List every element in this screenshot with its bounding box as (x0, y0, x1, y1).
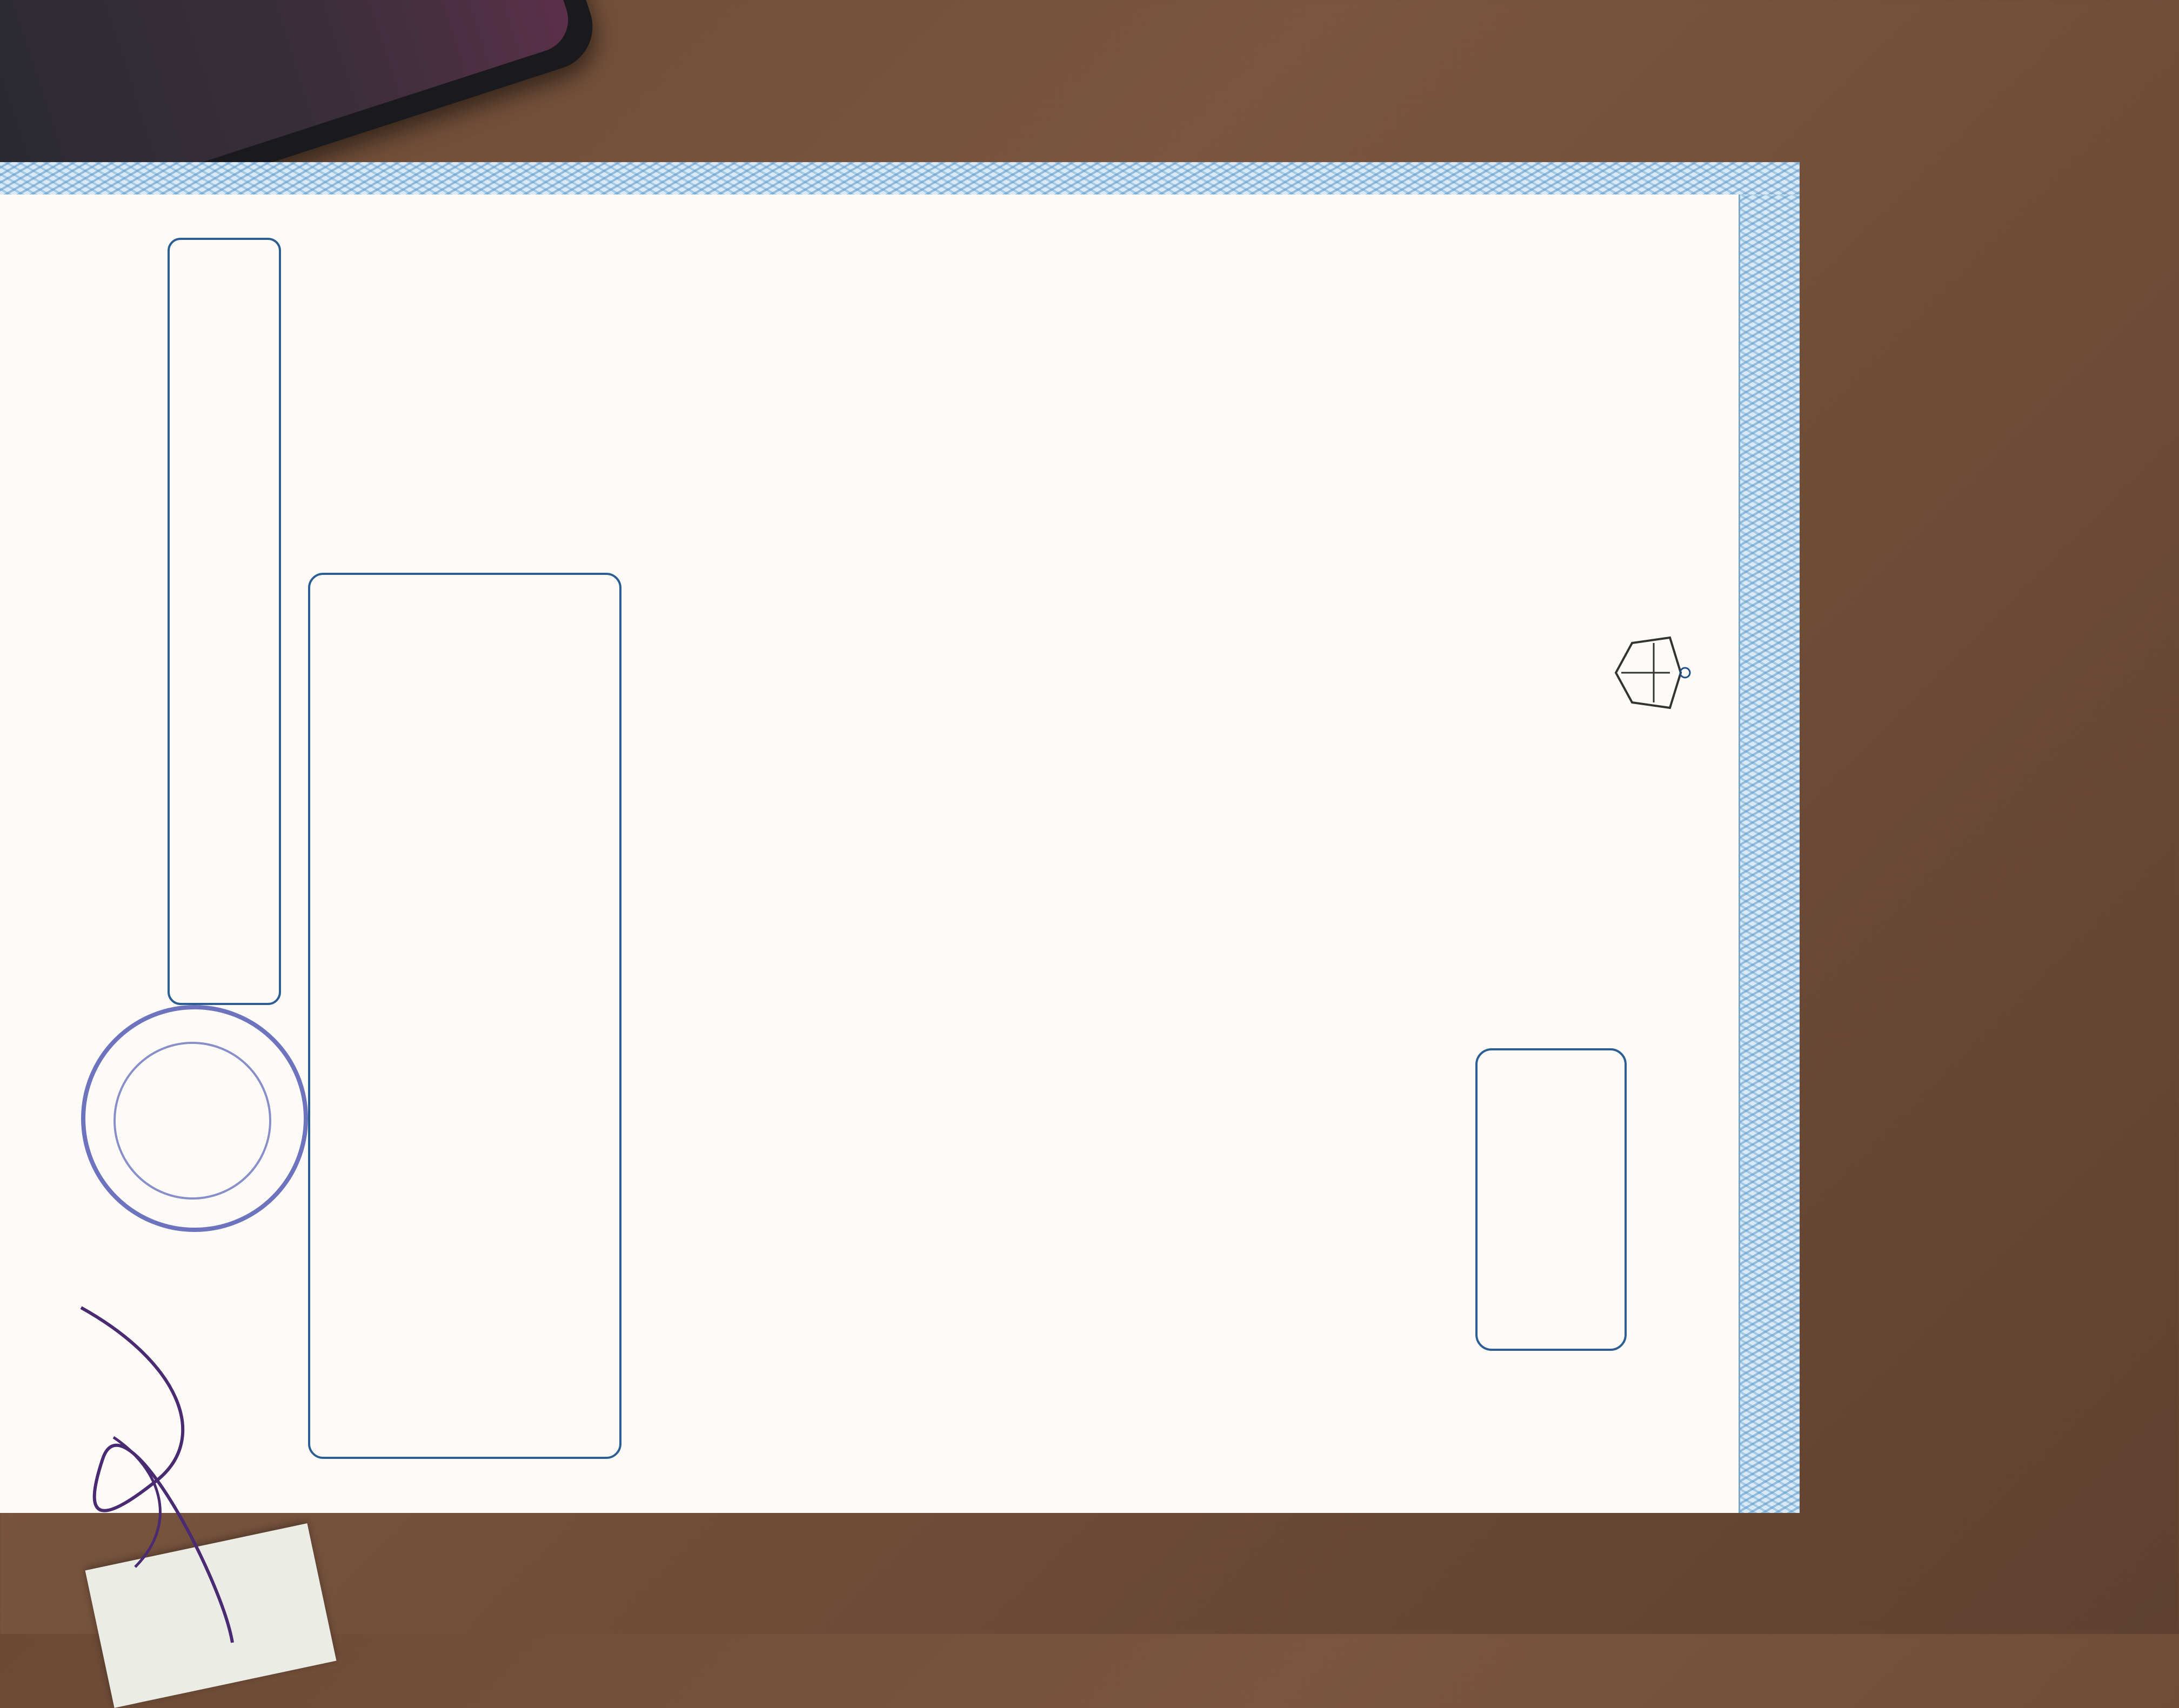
commune-stamp (81, 1005, 308, 1232)
observations-box (308, 573, 621, 1459)
coat-of-arms-icon (1610, 627, 1692, 719)
signature-mark (38, 1297, 243, 1675)
guilloche-border-top (1739, 162, 1800, 1513)
legal-note (168, 238, 281, 1005)
birth-certificate (0, 162, 1800, 1513)
stamp-inner-ring (113, 1042, 271, 1200)
reference-box (1475, 1048, 1627, 1351)
guilloche-border-left (0, 162, 1800, 195)
